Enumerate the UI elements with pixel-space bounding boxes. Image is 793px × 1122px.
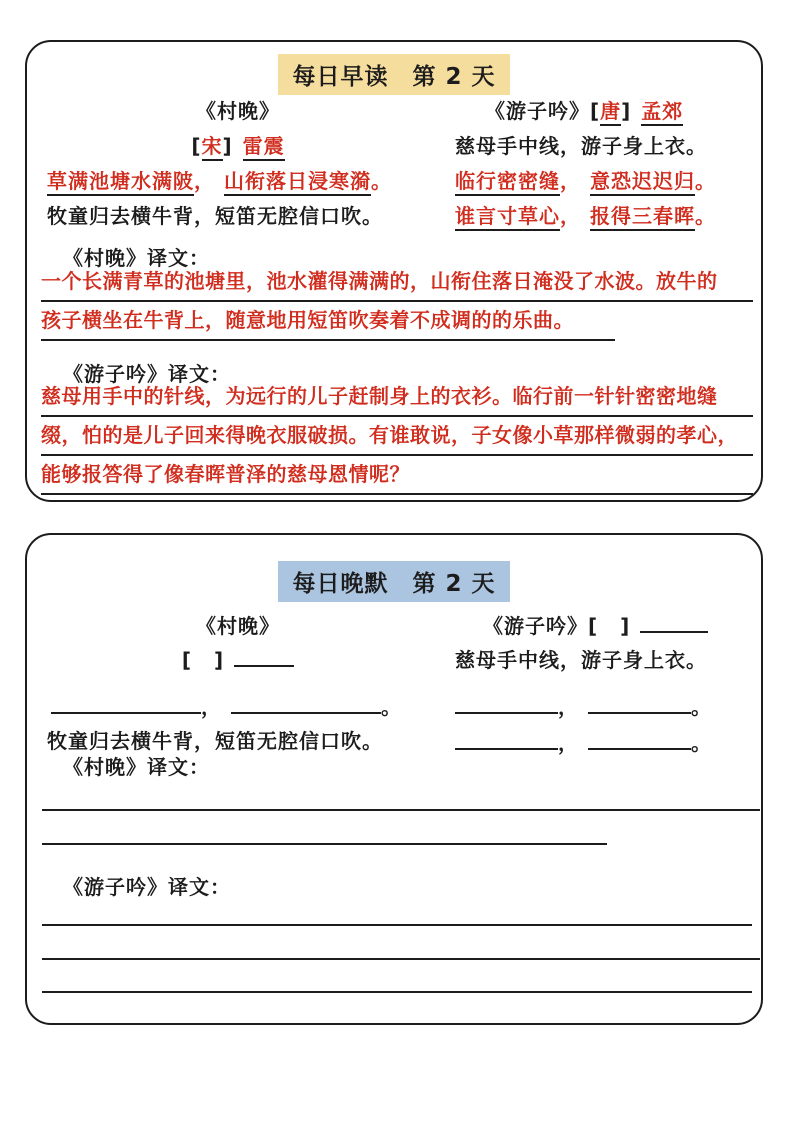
youziyin-verse-3: [455, 199, 763, 234]
verse-segment: 临行密密缝: [455, 169, 560, 196]
period: 。: [381, 695, 402, 719]
author-name: 孟郊: [641, 99, 683, 126]
author-name-blank: [234, 646, 294, 667]
translation-line: 缀，怕的是儿子回来得晚衣服破损。有谁敢说，子女像小草那样微弱的孝心，: [41, 417, 753, 456]
verse-segment: 山衔落日浸寒漪: [224, 169, 371, 196]
youziyin-verse-1: 慈母手中线，游子身上衣。: [455, 648, 707, 672]
youziyin-verse-3-blank: [455, 726, 763, 760]
verse-segment: 草满池塘水满陂: [47, 169, 194, 196]
verse-blank: [455, 693, 558, 714]
verse-segment: 意恐迟迟归: [590, 169, 695, 196]
morning-title-highlight: 每日早读 第 2 天: [278, 54, 509, 95]
author-bracket-open: [: [588, 614, 599, 638]
author-bracket-open: [: [590, 99, 601, 123]
cunwan-verse-1: [41, 164, 435, 199]
author-name-blank: [640, 612, 708, 633]
poem-title-cunwan: 《村晚》: [196, 614, 280, 638]
author-bracket-open: [: [181, 648, 192, 672]
author-dynasty: 唐: [600, 99, 621, 126]
verse-blank: [455, 729, 558, 750]
writing-line: [42, 958, 760, 960]
verse-blank: [51, 693, 201, 714]
cunwan-author-blank: [41, 643, 435, 677]
comma: ，: [194, 169, 215, 193]
author-bracket-close: ]: [222, 134, 233, 158]
author-bracket-close: ]: [621, 99, 632, 123]
period: 。: [371, 169, 392, 193]
poem-title-cunwan: 《村晚》: [196, 99, 280, 123]
evening-left-poem-column: [41, 609, 435, 758]
author-dynasty: 宋: [202, 134, 223, 161]
evening-title-highlight: 每日晚默 第 2 天: [278, 561, 509, 602]
writing-line: [42, 843, 607, 845]
author-bracket-close: ]: [620, 614, 631, 638]
author-name: 雷震: [243, 134, 285, 161]
poem-title-text: 《游子吟》: [483, 614, 588, 638]
writing-line: [42, 924, 752, 926]
cunwan-verse-1-blank: [41, 690, 435, 724]
verse-blank: [588, 693, 691, 714]
youziyin-title-blank-row: [455, 609, 763, 643]
verse-segment: 报得三春晖: [590, 204, 695, 231]
period: 。: [695, 204, 716, 228]
youziyin-verse-2-blank: [455, 690, 763, 724]
comma: ，: [558, 731, 579, 755]
cunwan-verse-2: 牧童归去横牛背，短笛无腔信口吹。: [47, 729, 383, 753]
evening-right-poem-column: [455, 609, 763, 760]
evening-dictation-card: [25, 533, 763, 1025]
verse-blank: [588, 729, 691, 750]
period: 。: [695, 169, 716, 193]
translation-line: 慈母用手中的针线，为远行的儿子赶制身上的衣衫。临行前一针针密密地缝: [41, 378, 753, 417]
morning-reading-card: [25, 40, 763, 502]
morning-right-poem-column: [455, 94, 763, 234]
youziyin-translation-label: 《游子吟》译文：: [63, 362, 231, 386]
cunwan-translation-label: 《村晚》译文：: [63, 246, 210, 270]
poem-title-text: 《游子吟》: [485, 99, 590, 123]
morning-left-poem-column: [41, 94, 435, 234]
youziyin-verse-2: [455, 164, 763, 199]
poem-title-youziyin: [455, 94, 763, 129]
translation-line: 一个长满青草的池塘里，池水灌得满满的，山衔住落日淹没了水波。放牛的: [41, 263, 753, 302]
author-bracket-open: [: [191, 134, 202, 158]
period: 。: [691, 695, 712, 719]
comma: ，: [201, 695, 222, 719]
verse-segment: 谁言寸草心: [455, 204, 560, 231]
youziyin-translation: [41, 378, 753, 495]
period: 。: [691, 731, 712, 755]
comma: ，: [560, 169, 581, 193]
youziyin-verse-1: 慈母手中线，游子身上衣。: [455, 134, 707, 158]
translation-line: 能够报答得了像春晖普泽的慈母恩情呢？: [41, 456, 753, 495]
cunwan-verse-2: 牧童归去横牛背，短笛无腔信口吹。: [47, 204, 383, 228]
author-bracket-close: ]: [214, 648, 225, 672]
comma: ，: [560, 204, 581, 228]
translation-line: 孩子横坐在牛背上，随意地用短笛吹奏着不成调的的乐曲。: [41, 302, 615, 341]
writing-line: [42, 991, 752, 993]
cunwan-translation-label: 《村晚》译文：: [63, 755, 210, 779]
poem-author-cunwan: [41, 129, 435, 164]
cunwan-translation: [41, 263, 753, 341]
verse-blank: [231, 693, 381, 714]
youziyin-translation-label: 《游子吟》译文：: [63, 875, 231, 899]
comma: ，: [558, 695, 579, 719]
writing-line: [42, 809, 760, 811]
